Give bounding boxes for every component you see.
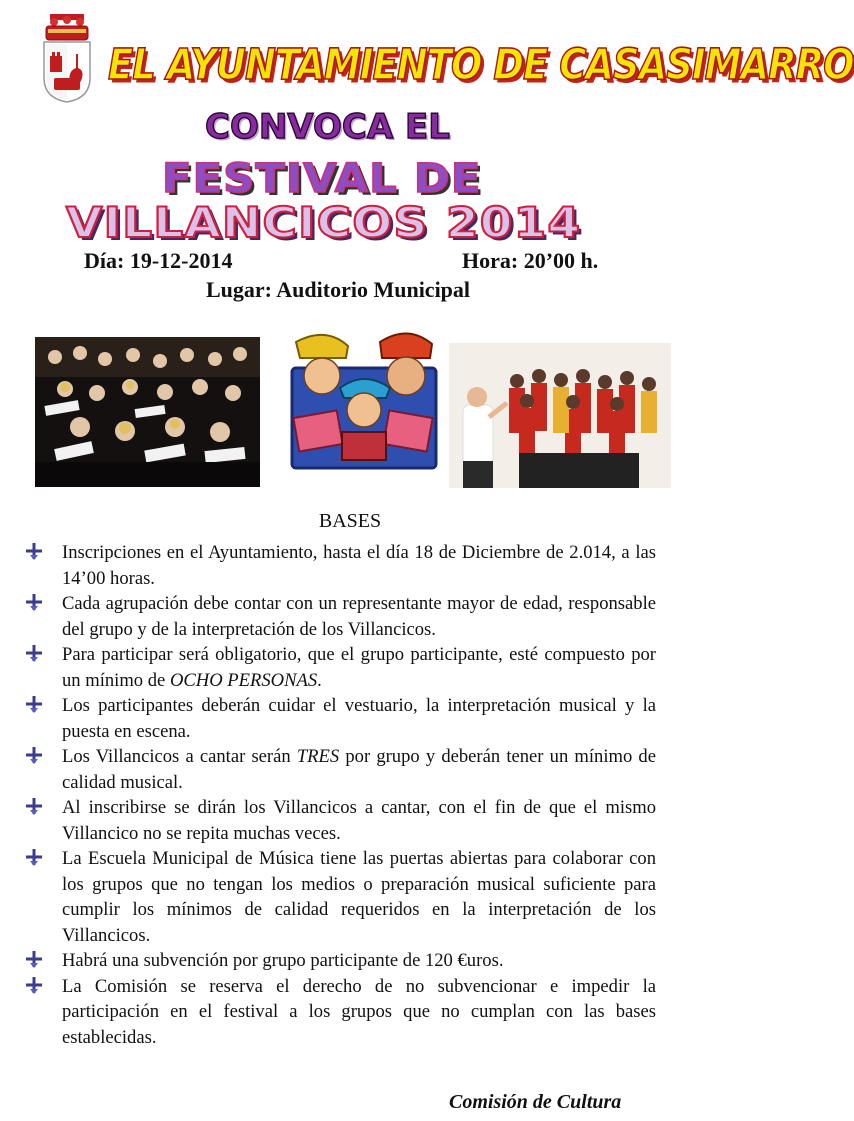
plus-arrow-bullet-icon <box>26 645 44 663</box>
base-text: Habrá una subvención por grupo participante de 120 €uros. <box>62 950 504 971</box>
plus-arrow-bullet-icon <box>26 543 44 561</box>
choir-photo-adults <box>35 337 260 487</box>
plus-arrow-bullet-icon <box>26 594 44 612</box>
choir-photo-children <box>449 343 671 488</box>
base-text: La Escuela Municipal de Música tiene las puertas abiertas para colaborar con los grupos que no tengan los medios o preparación musical suficiente para cumplir los mínimos de calidad requeridos en la interpretación de los Villancicos. <box>62 848 656 946</box>
plus-arrow-bullet-icon <box>26 747 44 765</box>
base-text: Los Villancicos a cantar serán <box>62 746 297 767</box>
festival-title-line1: FESTIVAL DE <box>162 156 482 202</box>
signature: Comisión de Cultura <box>449 1091 622 1113</box>
plus-arrow-bullet-icon <box>26 798 44 816</box>
base-text-end: . <box>317 669 322 691</box>
base-text: Los participantes deberán cuidar el vestuario, la interpretación musical y la puesta en escena. <box>62 695 656 742</box>
base-emphasis: OCHO PERSONAS <box>169 669 318 691</box>
list-item <box>22 744 656 795</box>
base-text: Para participar será obligatorio, que el grupo participante, esté compuesto por un mínimo de <box>62 644 656 691</box>
base-text: Inscripciones en el Ayuntamiento, hasta el día 18 de Diciembre de 2.014, a las 14’00 horas. <box>62 542 656 589</box>
plus-arrow-bullet-icon <box>26 696 44 714</box>
plus-arrow-bullet-icon <box>26 951 44 969</box>
municipal-crest-icon <box>38 12 96 104</box>
base-text-end: por grupo y deberán tener un mínimo de calidad musical. <box>62 746 656 793</box>
list-item <box>22 693 656 744</box>
base-emphasis: TRES <box>296 746 340 767</box>
list-item <box>22 642 656 693</box>
list-item <box>22 591 656 642</box>
bases-heading: BASES <box>318 510 382 532</box>
list-item <box>22 974 656 1051</box>
festival-title-line2: VILLANCICOS 2014 <box>66 198 582 247</box>
list-item <box>22 846 656 948</box>
convoca-heading: CONVOCA EL <box>205 107 450 147</box>
plus-arrow-bullet-icon <box>26 849 44 867</box>
bases-list <box>22 540 656 1050</box>
plus-arrow-bullet-icon <box>26 977 44 995</box>
organization-title: EL AYUNTAMIENTO DE CASASIMARRO <box>108 40 854 90</box>
list-item <box>22 795 656 846</box>
cartoon-carolers-image <box>286 328 442 470</box>
list-item <box>22 540 656 591</box>
base-text: Cada agrupación debe contar con un representante mayor de edad, responsable del grupo y de la interpretación de los Villancicos. <box>62 593 656 640</box>
event-time: Hora: 20’00 h. <box>462 248 599 273</box>
list-item <box>22 948 656 974</box>
base-text: Al inscribirse se dirán los Villancicos a cantar, con el fin de que el mismo Villancico no se repita muchas veces. <box>62 797 656 844</box>
event-date: Día: 19-12-2014 <box>84 248 233 273</box>
event-place: Lugar: Auditorio Municipal <box>206 277 471 302</box>
base-text: La Comisión se reserva el derecho de no subvencionar e impedir la participación en el festival a los grupos que no cumplan con las bases establecidas. <box>62 975 656 1048</box>
